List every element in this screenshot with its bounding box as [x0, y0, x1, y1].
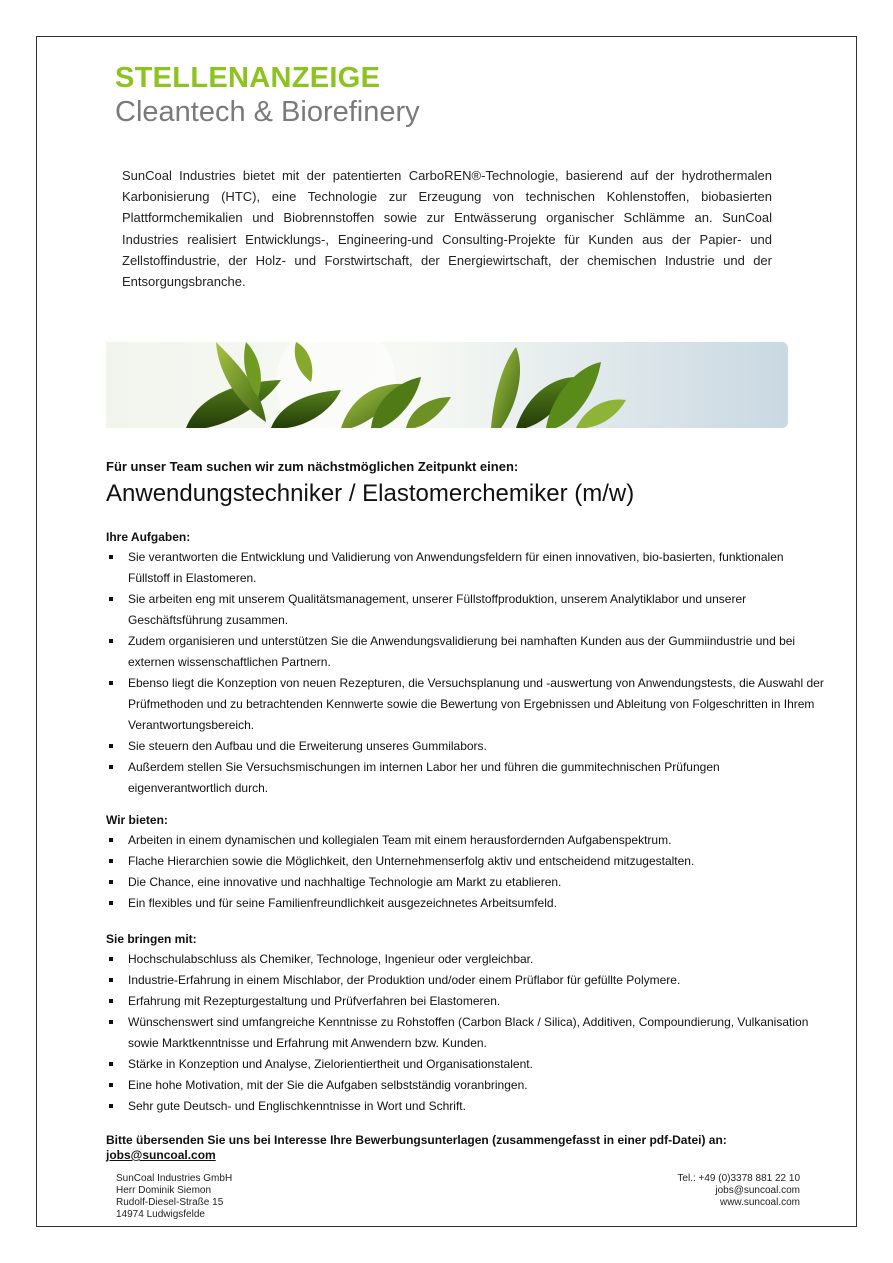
company-contact	[677, 1173, 800, 1209]
list-item: Außerdem stellen Sie Versuchsmischungen im internen Labor her und führen die gummitechnischen Prüfungen eigenverantwortlich durch.	[106, 757, 826, 799]
contact-email-link[interactable]: jobs@suncoal.com	[715, 1185, 800, 1196]
list-item: Hochschulabschluss als Chemiker, Technologe, Ingenieur oder vergleichbar.	[106, 949, 826, 970]
page-subtitle: Cleantech & Biorefinery	[115, 96, 420, 128]
list-item: Sie arbeiten eng mit unserem Qualitätsmanagement, unserer Füllstoffproduktion, unserem Analytiklabor und unserer Geschäftsführung zusammen.	[106, 589, 826, 631]
list-item: Sie steuern den Aufbau und die Erweiterung unseres Gummilabors.	[106, 736, 826, 757]
list-item: Industrie-Erfahrung in einem Mischlabor, der Produktion und/oder einem Prüflabor für gefüllte Polymere.	[106, 970, 826, 991]
lead-text: Für unser Team suchen wir zum nächstmöglichen Zeitpunkt einen:	[106, 459, 519, 474]
offer-heading: Wir bieten:	[106, 813, 168, 827]
list-item: Sehr gute Deutsch- und Englischkenntnisse in Wort und Schrift.	[106, 1096, 826, 1117]
address-person: Herr Dominik Siemon	[116, 1185, 212, 1196]
list-item: Die Chance, eine innovative und nachhaltige Technologie am Markt zu etablieren.	[106, 872, 826, 893]
apply-text: Bitte übersenden Sie uns bei Interesse Ihre Bewerbungsunterlagen (zusammengefasst in einer pdf-Datei) an:	[106, 1133, 727, 1147]
apply-note	[106, 1133, 727, 1163]
offer-section	[106, 813, 826, 914]
page-title: STELLENANZEIGE	[115, 62, 381, 94]
contact-phone: Tel.: +49 (0)3378 881 22 10	[677, 1173, 800, 1184]
apply-email-link[interactable]: jobs@suncoal.com	[106, 1148, 216, 1162]
list-item: Stärke in Konzeption und Analyse, Zielorientiertheit und Organisationstalent.	[106, 1054, 826, 1075]
address-street: Rudolf-Diesel-Straße 15	[116, 1197, 224, 1208]
company-address	[116, 1173, 232, 1221]
list-item: Zudem organisieren und unterstützen Sie die Anwendungsvalidierung bei namhaften Kunden aus der Gummiindustrie und bei externen wissenschaftlichen Partnern.	[106, 631, 826, 673]
contact-web-link[interactable]: www.suncoal.com	[719, 1197, 800, 1208]
profile-section	[106, 932, 826, 1117]
list-item: Sie verantworten die Entwicklung und Validierung von Anwendungsfeldern für einen innovativen, bio-basierten, funktionalen Füllstoff in Elastomeren.	[106, 547, 826, 589]
address-city: 14974 Ludwigsfelde	[116, 1209, 205, 1220]
intro-paragraph: SunCoal Industries bietet mit der patentierten CarboREN®-Technologie, basierend auf der hydrothermalen Karbonisierung (HTC), eine Technologie zur Erzeugung von technischen Kohlenstoffen, biobasierten Plattformchemikalien und Biobrennstoffen sowie zur Entwässerung organischer Schlämme an. SunCoal Industries realisiert Entwicklungs-, Engineering-und Consulting-Projekte für Kunden aus der Papier- und Zellstoffindustrie, der Holz- und Forstwirtschaft, der Energiewirtschaft, der chemischen Industrie und der Entsorgungsbranche.	[122, 168, 772, 290]
job-title: Anwendungstechniker / Elastomerchemiker (m/w)	[106, 480, 635, 507]
list-item: Ein flexibles und für seine Familienfreundlichkeit ausgezeichnetes Arbeitsumfeld.	[106, 893, 826, 914]
address-company: SunCoal Industries GmbH	[116, 1173, 233, 1184]
list-item: Flache Hierarchien sowie die Möglichkeit, den Unternehmenserfolg aktiv und entscheidend mitzugestalten.	[106, 851, 826, 872]
list-item: Erfahrung mit Rezepturgestaltung und Prüfverfahren bei Elastomeren.	[106, 991, 826, 1012]
list-item: Ebenso liegt die Konzeption von neuen Rezepturen, die Versuchsplanung und -auswertung von Anwendungstests, die Auswahl der Prüfmethoden und zu betrachtenden Kennwerte sowie die Bewertung von Ergebnissen und Ableitung von Folgeschritten in Ihrem Verantwortungsbereich.	[106, 673, 826, 736]
tasks-section	[106, 530, 826, 799]
tasks-list	[106, 547, 826, 799]
tasks-heading: Ihre Aufgaben:	[106, 530, 191, 544]
list-item: Arbeiten in einem dynamischen und kollegialen Team mit einem herausfordernden Aufgabenspektrum.	[106, 830, 826, 851]
leaves-banner-image	[106, 342, 788, 428]
profile-list	[106, 949, 826, 1117]
list-item: Wünschenswert sind umfangreiche Kenntnisse zu Rohstoffen (Carbon Black / Silica), Additiven, Compoundierung, Vulkanisation sowie Marktkenntnisse und Erfahrung mit Anwendern bzw. Kunden.	[106, 1012, 826, 1054]
list-item: Eine hohe Motivation, mit der Sie die Aufgaben selbstständig voranbringen.	[106, 1075, 826, 1096]
profile-heading: Sie bringen mit:	[106, 932, 197, 946]
offer-list	[106, 830, 826, 914]
